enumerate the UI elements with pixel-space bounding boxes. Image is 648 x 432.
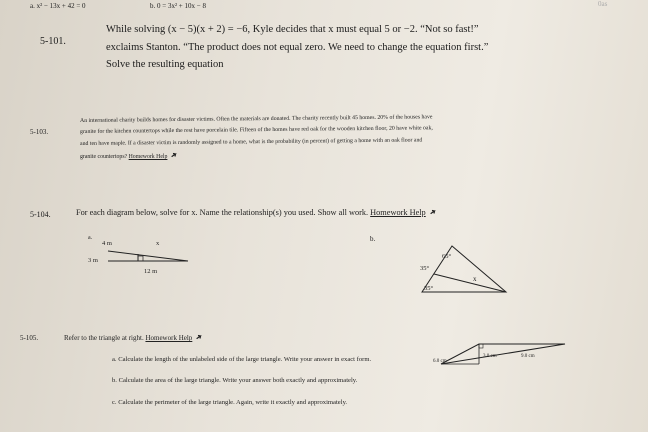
problem-text-line3: and ten have maple. If a disaster victim is randomly assigned to a home, what is the probability (in percent) of getting a home with an oak floor and <box>80 137 423 147</box>
homework-help-link[interactable]: Homework Help <box>370 208 426 217</box>
angle-label: 65° <box>442 253 452 260</box>
angle-label: 35° <box>424 285 434 292</box>
x-label: x <box>156 240 160 247</box>
length-label: 4 m <box>102 240 112 247</box>
length-label: 3.0 cm <box>483 354 497 359</box>
problem-text: granite countertops? <box>80 154 128 160</box>
diagram-label: b. <box>370 235 376 243</box>
outer-triangle <box>422 246 506 292</box>
problem-text: For each diagram below, solve for x. Name the relationship(s) you used. Show all work. <box>76 208 369 217</box>
length-label: 9.0 cm <box>521 354 535 359</box>
arrow-icon <box>429 208 437 216</box>
right-angle-mark <box>479 344 483 348</box>
hypotenuse-line <box>108 251 188 261</box>
arrow-icon <box>170 151 178 159</box>
homework-help-link[interactable]: Homework Help <box>145 334 193 342</box>
right-angle-mark <box>138 256 143 261</box>
problem-text-line3: Solve the resulting equation <box>106 59 224 70</box>
problem-text-line2: exclaims Stanton. “The product does not equal zero. We need to change the equation first.” <box>106 42 489 53</box>
problem-number: 5-104. <box>30 210 51 219</box>
problem-text-line1: While solving (x − 5)(x + 2) = −6, Kyle decides that x must equal 5 or −2. “Not so fast!” <box>106 24 479 35</box>
question-a: a. Calculate the length of the unlabeled side of the large triangle. Write your answer in exact form. <box>112 356 372 363</box>
question-b: b. Calculate the area of the large triangle. Write your answer both exactly and approximately. <box>112 377 358 384</box>
diagram-a <box>80 230 200 280</box>
problem-number: 5-103. <box>30 128 49 136</box>
equation-a: a. x² − 13x + 42 = 0 <box>30 2 86 10</box>
diagram-b <box>370 232 510 298</box>
length-label: 3 m <box>88 257 98 264</box>
problem-text-line1: An international charity builds homes for disaster victims. Often the materials are donated. The charity recently built 45 homes. 20% of the houses have <box>80 114 433 124</box>
problem-text-line2: granite for the kitchen countertops while the rest have porcelain tile. Fifteen of the homes have red oak for the wooden kitchen floor, 20 have white oak, <box>80 125 433 135</box>
length-label: 12 m <box>144 268 158 275</box>
problem-text: Refer to the triangle at right. <box>64 334 144 342</box>
problem-number: 5-101. <box>40 36 66 47</box>
triangle-figure <box>425 338 575 372</box>
problem-number: 5-105. <box>20 334 39 342</box>
problem-text-line4 <box>80 152 177 160</box>
corner-note: 0as <box>598 0 608 8</box>
homework-help-link[interactable]: Homework Help <box>128 154 168 160</box>
diagram-label: a. <box>88 235 93 241</box>
angle-label: 35° <box>420 265 430 272</box>
arrow-icon <box>195 333 203 341</box>
question-c: c. Calculate the perimeter of the large triangle. Again, write it exactly and approximately. <box>112 399 348 406</box>
length-label: 6.0 cm <box>433 359 447 364</box>
large-triangle <box>441 344 565 364</box>
equation-b: b. 0 = 3x² + 10x − 8 <box>150 2 206 10</box>
x-label: x <box>473 275 477 283</box>
problem-intro-line <box>64 334 202 342</box>
problem-text-line <box>76 208 436 217</box>
